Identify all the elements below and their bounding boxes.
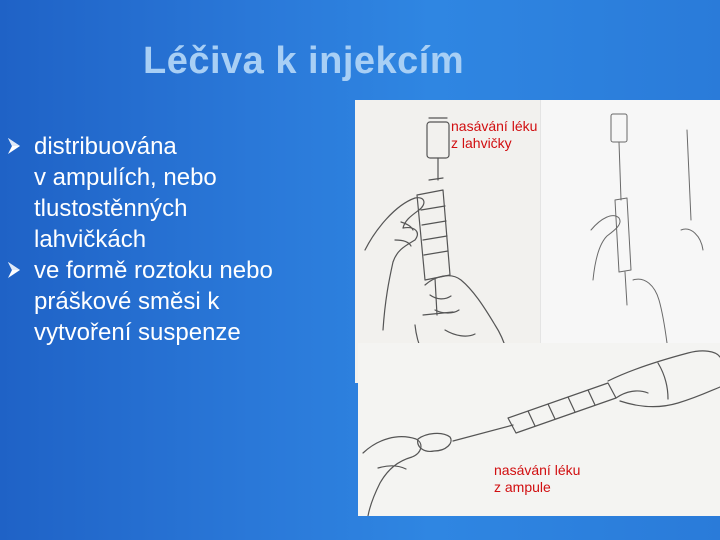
illustration-vial-sequence (540, 100, 720, 343)
bullet-list (6, 131, 346, 348)
vial-sequence-drawing (541, 100, 720, 343)
bullet-text: ve formě roztoku nebo práškové směsi k vytvoření suspenze (34, 257, 273, 346)
arrow-bullet-icon (6, 132, 24, 160)
caption-vial: nasávání léku z lahvičky (451, 118, 538, 151)
slide-title: Léčiva k injekcím (143, 40, 465, 82)
arrow-bullet-icon (6, 256, 24, 284)
bullet-text: distribuována v ampulích, nebo tlustostěnných lahvičkách (34, 133, 217, 253)
caption-ampule: nasávání léku z ampule (494, 462, 581, 495)
bullet-item (6, 255, 346, 348)
bullet-item (6, 131, 346, 255)
